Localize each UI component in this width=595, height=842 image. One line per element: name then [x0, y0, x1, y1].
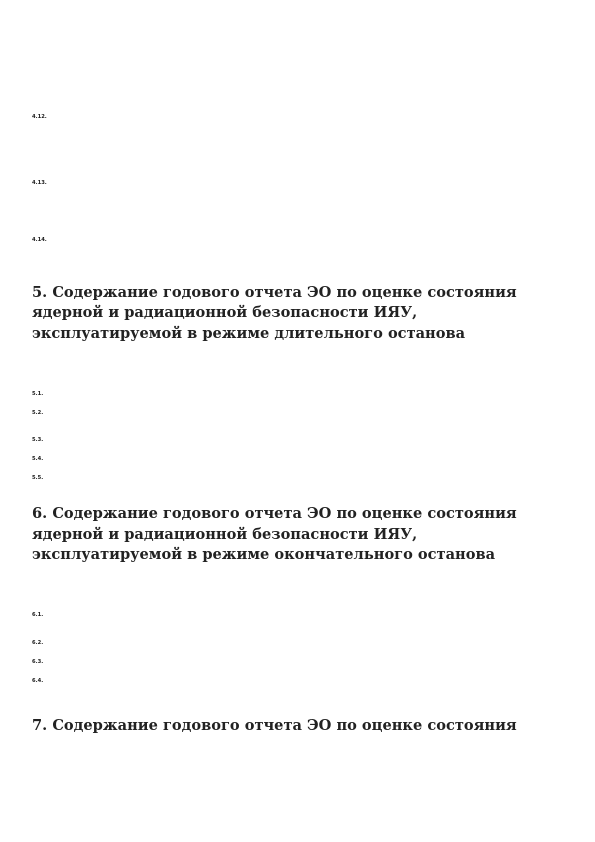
paragraph [32, 12, 565, 20]
paragraph [32, 132, 565, 149]
section-7-heading: 7. Содержание годового отчета ЭО по оценке состояния [32, 716, 517, 734]
item-5-3 [32, 436, 565, 444]
item-6-3 [32, 658, 565, 666]
section-6-intro [32, 576, 565, 601]
paragraph-number: 4.12. [32, 114, 47, 121]
item-number: 6.1. [32, 612, 44, 619]
item-number: 5.4. [32, 456, 44, 463]
paragraph [32, 31, 565, 48]
item-6-2 [32, 639, 565, 647]
paragraph [32, 198, 565, 206]
section-6-heading: 6. Содержание годового отчета ЭО по оценке состояния ядерной и радиационной безопасности ИЯУ, эксплуатируемой в режиме окончательного останова [32, 505, 517, 564]
paragraph-4-12 [32, 113, 565, 121]
section-5-intro [32, 354, 565, 379]
item-5-4 [32, 455, 565, 463]
item-number: 6.2. [32, 639, 44, 646]
paragraph-4-13 [32, 179, 565, 187]
paragraph [32, 160, 565, 168]
item-number: 6.3. [32, 658, 44, 665]
item-5-5 [32, 474, 565, 482]
item-6-1 [32, 611, 565, 628]
item-number: 5.1. [32, 390, 44, 397]
paragraph-number: 4.13. [32, 179, 47, 186]
paragraph-number: 4.14. [32, 236, 47, 243]
paragraph [32, 217, 565, 225]
item-5-1 [32, 390, 565, 398]
item-6-4 [32, 677, 565, 694]
item-number: 5.5. [32, 475, 44, 482]
paragraph-4-14 [32, 236, 565, 261]
item-number: 5.3. [32, 437, 44, 444]
item-5-2 [32, 409, 565, 426]
section-5-heading: 5. Содержание годового отчета ЭО по оценке состояния ядерной и радиационной безопасности ИЯУ, эксплуатируемой в режиме длительного останова [32, 283, 517, 342]
item-number: 5.2. [32, 409, 44, 416]
paragraph [32, 86, 565, 103]
item-number: 6.4. [32, 677, 44, 684]
paragraph [32, 58, 565, 75]
